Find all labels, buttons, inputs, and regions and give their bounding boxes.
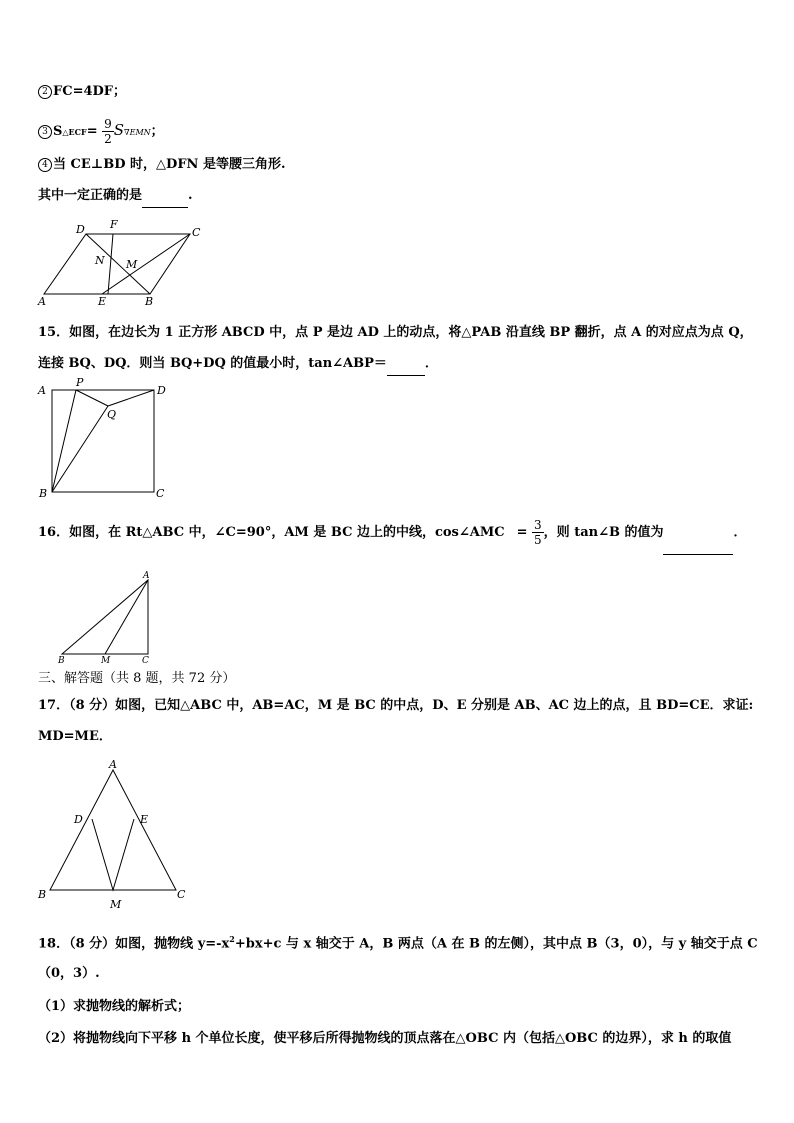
section-title: 三、解答题（共 8 题，共 72 分） — [38, 671, 236, 686]
label-c: C — [177, 888, 186, 901]
parallelogram-abcd — [44, 234, 190, 294]
label-a: A — [143, 571, 150, 581]
area-symbol-2: S — [113, 121, 125, 139]
question-15-line1: 15．如图，在边长为 1 正方形 ABCD 中，点 P 是边 AD 上的动点，将△PAB 沿直线 BP 翻折，点 A 的对应点为点 Q， — [38, 325, 753, 340]
question-18-part1: （1）求抛物线的解析式； — [38, 999, 191, 1014]
area-subscript: △ECF — [62, 127, 87, 137]
segment-pq — [76, 390, 108, 406]
period: ． — [424, 356, 438, 371]
label-m: M — [126, 258, 138, 271]
label-a: A — [38, 384, 46, 397]
triangle-abc — [62, 580, 148, 654]
label-b: B — [58, 656, 65, 666]
answer-blank — [142, 189, 188, 208]
statement-3 — [38, 112, 164, 148]
label-e: E — [98, 295, 107, 308]
question-15-text: 连接 BQ、DQ．则当 BQ+DQ 的值最小时，tan∠ABP＝ — [38, 356, 387, 371]
question-17-line2: MD=ME． — [38, 729, 112, 744]
circled-number: 4 — [38, 158, 52, 172]
statement-2 — [38, 83, 126, 101]
fraction-numerator: 9 — [104, 117, 112, 131]
question-18-text: 18．（8 分）如图，抛物线 y=-x — [38, 936, 230, 952]
square-abcd — [52, 390, 154, 492]
label-b: B — [39, 487, 48, 500]
fraction-numerator: 3 — [534, 518, 542, 532]
parallelogram-figure — [36, 216, 206, 310]
question-18-text-2: +bx+c 与 x 轴交于 A，B 两点（A 在 B 的左侧），其中点 B（3，0），与 y 轴交于点 C — [234, 936, 758, 952]
segment-bq — [52, 406, 108, 492]
exponent: 2 — [229, 934, 235, 944]
label-a: A — [38, 295, 46, 308]
circled-number: 2 — [38, 85, 52, 99]
question-18-part2: （2）将抛物线向下平移 h 个单位长度，使平移后所得抛物线的顶点落在△OBC 内（包括△OBC 的边界），求 h 的取值 — [38, 1031, 732, 1046]
question-15-line2 — [38, 355, 438, 376]
question-16 — [38, 514, 747, 552]
statement-4-text: 当 CE⊥BD 时，△DFN 是等腰三角形. — [53, 157, 286, 172]
semicolon: ； — [150, 124, 164, 139]
label-q: Q — [107, 408, 117, 421]
area-subscript-2: ∇EMN — [124, 128, 151, 137]
label-n: N — [95, 254, 105, 267]
label-b: B — [145, 295, 154, 308]
conclusion — [38, 187, 193, 208]
area-symbol: S — [53, 124, 63, 139]
label-d: D — [157, 384, 166, 397]
question-16-text: 16．如图，在 Rt△ABC 中，∠C=90°，AM 是 BC 边上的中线，cos∠AMC — [38, 525, 505, 540]
period: ． — [733, 525, 747, 540]
label-m: M — [101, 656, 111, 666]
label-e: E — [140, 813, 149, 826]
label-p: P — [76, 376, 84, 389]
circled-number: 3 — [38, 125, 52, 139]
answer-blank — [387, 357, 425, 376]
label-c: C — [192, 226, 201, 239]
label-m: M — [110, 898, 122, 911]
segment-bp — [52, 390, 76, 492]
segment-qd — [108, 390, 154, 406]
equals-sign: = — [516, 525, 528, 540]
question-16-text-2: ，则 tan∠B 的值为 — [543, 525, 664, 540]
label-c: C — [156, 487, 165, 500]
fraction-denominator: 5 — [534, 533, 542, 547]
segment-ce — [102, 234, 190, 294]
isosceles-triangle-figure — [36, 758, 196, 911]
segments-dm-me — [92, 819, 134, 890]
question-17-line1: 17．（8 分）如图，已知△ABC 中，AB=AC，M 是 BC 的中点，D、E 分别是 AB、AC 边上的点，且 BD=CE．求证: — [38, 698, 754, 713]
triangle-abc — [50, 770, 176, 890]
label-b: B — [38, 888, 47, 901]
label-a: A — [109, 758, 117, 771]
question-18-line2: （0，3）. — [38, 966, 100, 981]
statement-2-text: FC=4DF； — [53, 84, 127, 99]
label-d: D — [76, 223, 85, 236]
equals-sign: = — [86, 124, 98, 139]
median-am — [105, 580, 148, 654]
period: . — [188, 188, 193, 203]
question-18-line1 — [38, 930, 758, 953]
answer-blank — [663, 516, 733, 555]
fraction-denominator: 2 — [104, 132, 112, 146]
label-d: D — [74, 813, 83, 826]
square-figure — [36, 376, 176, 501]
label-c: C — [142, 656, 149, 666]
label-f: F — [110, 218, 118, 231]
conclusion-text: 其中一定正确的是 — [38, 188, 143, 203]
right-triangle-figure — [56, 566, 166, 666]
statement-4 — [38, 156, 285, 174]
fraction-3-5 — [532, 518, 544, 547]
segment-ef — [108, 234, 113, 294]
fraction-9-2 — [102, 117, 114, 146]
